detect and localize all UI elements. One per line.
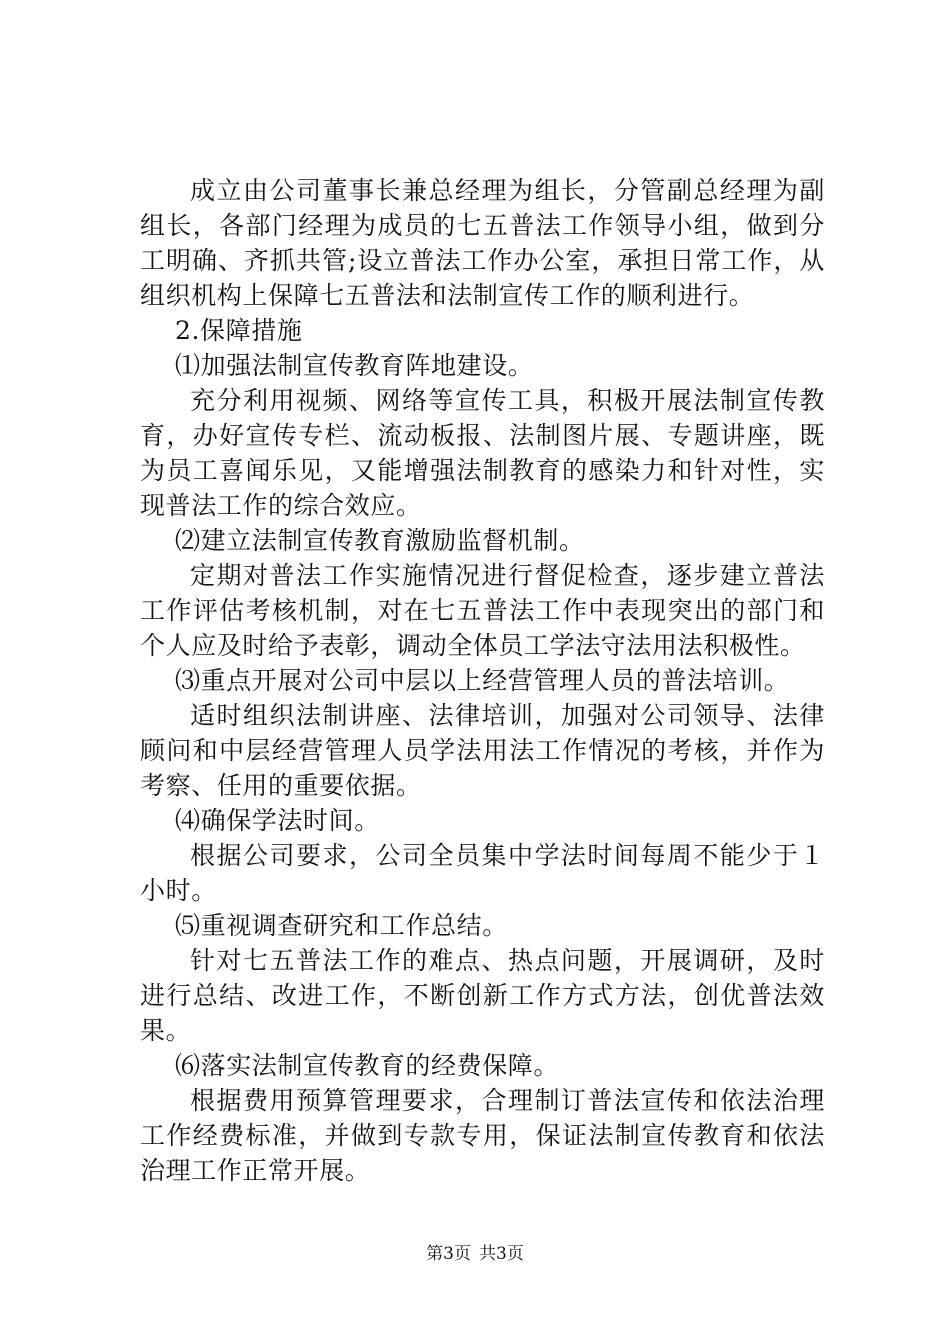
page-total: 共3页 [479,1244,524,1264]
document-body [140,173,825,1188]
page-footer [0,1242,950,1266]
paragraph-body: 根据公司要求，公司全员集中学法时间每周不能少于１小时。 [140,841,825,905]
paragraph-body: 成立由公司董事长兼总经理为组长，分管副总经理为副组长，各部门经理为成员的七五普法工作领导小组，做到分工明确、齐抓共管;设立普法工作办公室，承担日常工作，从组织机构上保障七五普法和法制宣传工作的顺利进行。 [140,176,825,310]
subsection-heading: ⑷确保学法时间。 [175,806,380,835]
subsection-heading: ⑶重点开展对公司中层以上经营管理人员的普法培训。 [175,666,790,695]
paragraph-body: 根据费用预算管理要求，合理制订普法宣传和依法治理工作经费标准，并做到专款专用，保证法制宣传教育和依法治理工作正常开展。 [140,1086,825,1185]
paragraph-body: 适时组织法制讲座、法律培训，加强对公司领导、法律顾问和中层经营管理人员学法用法工作情况的考核，并作为考察、任用的重要依据。 [140,701,825,800]
paragraph-body: 针对七五普法工作的难点、热点问题，开展调研，及时进行总结、改进工作，不断创新工作方式方法，创优普法效果。 [140,946,825,1045]
paragraph-body: 定期对普法工作实施情况进行督促检查，逐步建立普法工作评估考核机制，对在七五普法工作中表现突出的部门和个人应及时给予表彰，调动全体员工学法守法用法积极性。 [140,561,825,660]
page-number: 第3页 [426,1244,471,1264]
subsection-heading: ⑹落实法制宣传教育的经费保障。 [175,1051,560,1080]
subsection-heading: ⑴加强法制宣传教育阵地建设。 [175,351,534,380]
subsection-heading: ⑸重视调查研究和工作总结。 [175,911,508,940]
paragraph-body: 充分利用视频、网络等宣传工具，积极开展法制宣传教育，办好宣传专栏、流动板报、法制图片展、专题讲座，既为员工喜闻乐见，又能增强法制教育的感染力和针对性，实现普法工作的综合效应。 [140,386,825,520]
section-heading: 2.保障措施 [175,316,303,345]
subsection-heading: ⑵建立法制宣传教育激励监督机制。 [175,526,585,555]
